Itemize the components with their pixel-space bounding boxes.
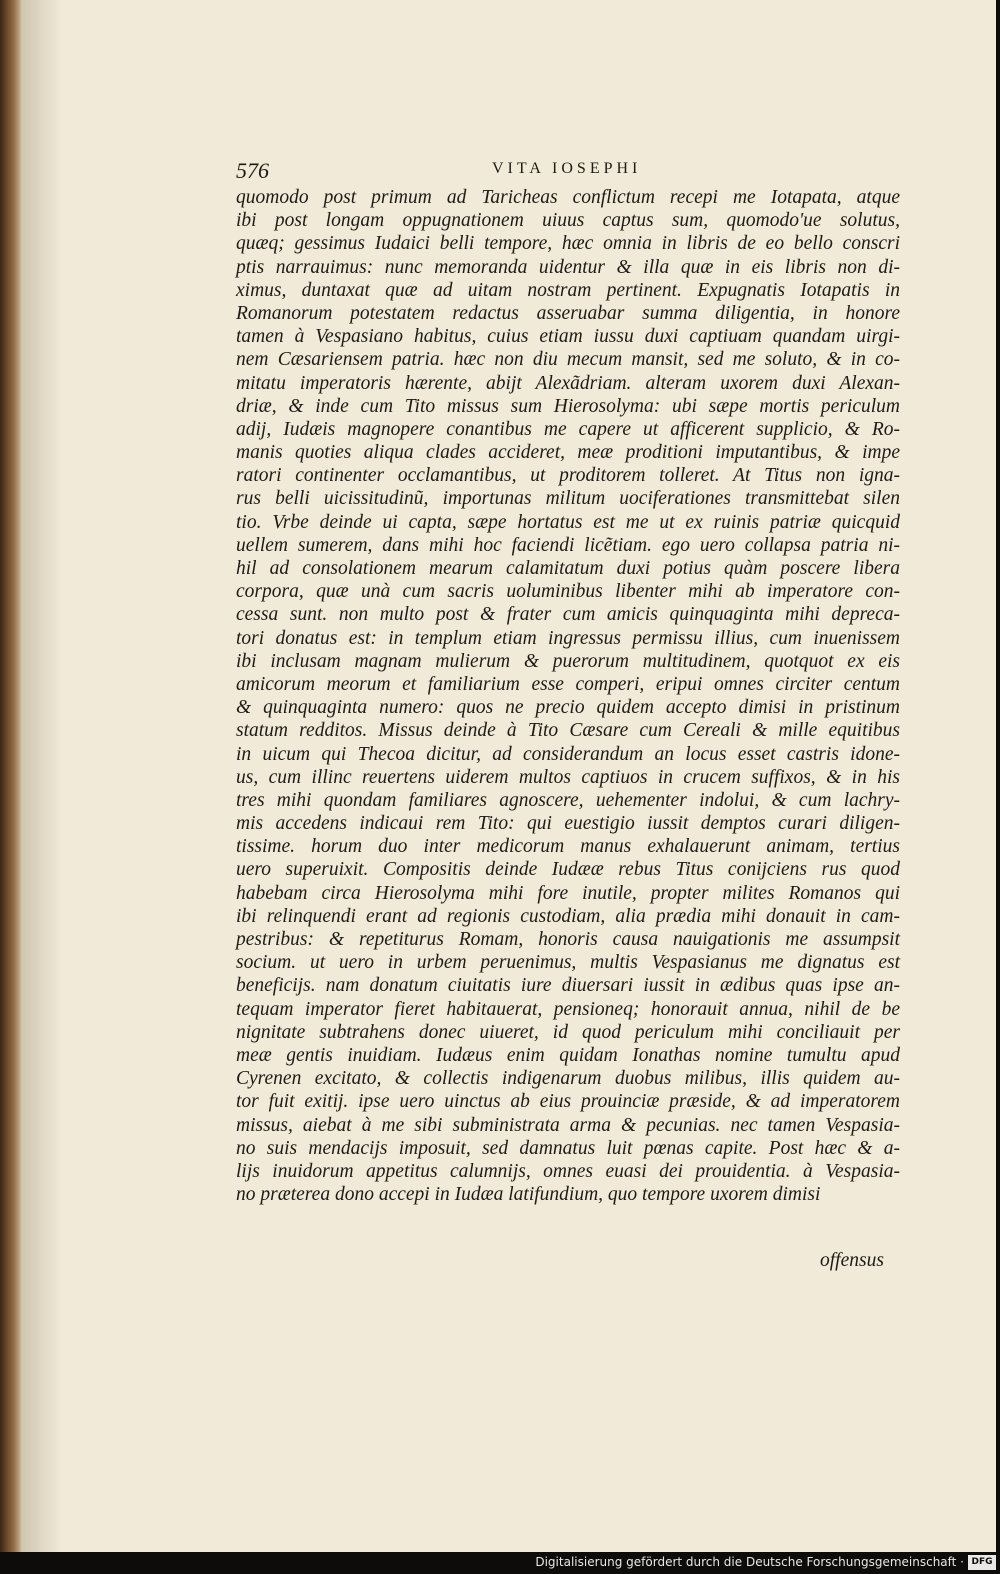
text-line: tio. Vrbe deinde ui capta, sæpe hortatus est me ut ex ruinis patriæ quicquid — [236, 511, 900, 533]
text-line: adij, Iudæis magnopere conantibus me capere ut afficerent supplicio, & Ro- — [236, 418, 900, 440]
text-line: mis accedens indicaui rem Tito: qui euestigio iussit demptos curari diligen- — [236, 813, 900, 835]
text-line: beneficijs. nam donatum ciuitatis iure diuersari iussit in ædibus quas ipse an- — [236, 975, 900, 997]
text-line: uellem sumerem, dans mihi hoc faciendi licẽtiam. ego uero collapsa patria ni- — [236, 534, 900, 556]
text-line: tres mihi quondam familiares agnoscere, uehementer indolui, & cum lachry- — [236, 789, 900, 811]
text-line: socium. ut uero in urbem peruenimus, multis Vespasianus me dignatus est — [236, 952, 900, 974]
text-line: ratori continenter occlamantibus, ut proditorem tolleret. At Titus non igna- — [236, 465, 900, 487]
text-line: amicorum meorum et familiarium esse comperi, eripui omnes circiter centum — [236, 673, 900, 695]
catchword: offensus — [820, 1250, 884, 1271]
text-line: lijs inuidorum appetitus calumnijs, omnes euasi dei prouidentia. à Vespasia- — [236, 1160, 900, 1182]
text-line: habebam circa Hierosolyma mihi fore inutile, propter milites Romanos qui — [236, 882, 900, 904]
footer-credit: Digitalisierung gefördert durch die Deutsche Forschungsgemeinschaft · — [535, 1555, 964, 1569]
body-text — [236, 186, 900, 1206]
text-line: tori donatus est: in templum etiam ingressus permissu illius, cum inuenissem — [236, 627, 900, 649]
text-line: tequam imperator fieret habitauerat, pensioneq; honorauit annua, nihil de be — [236, 998, 900, 1020]
text-line: cessa sunt. non multo post & frater cum amicis quinquaginta mihi depreca- — [236, 604, 900, 626]
text-line: uero superuixit. Compositis deinde Iudææ rebus Titus conijciens rus quod — [236, 859, 900, 881]
text-line: quomodo post primum ad Taricheas conflictum recepi me Iotapata, atque — [236, 187, 900, 208]
text-line: nem Cæsariensem patria. hæc non diu mecum mansit, sed me soluto, & in co- — [236, 349, 900, 371]
text-line: statum redditos. Missus deinde à Tito Cæsare cum Cereali & mille equitibus — [236, 720, 900, 742]
text-line: hil ad consolationem mearum calamitatum duxi potius quàm poscere libera — [236, 558, 900, 579]
text-line: us, cum illinc reuertens uiderem multos captiuos in crucem suffixos, & in his — [236, 766, 900, 788]
text-line: Romanorum potestatem redactus asseruabar summa diligentia, in honore — [236, 302, 900, 324]
dfg-logo: DFG — [968, 1555, 996, 1570]
text-line: ptis narrauimus: nunc memoranda uidentur & illa quæ in eis libris non di- — [236, 256, 900, 278]
text-line: quæq; gessimus Iudaici belli tempore, hæc omnia in libris de eo bello conscri — [236, 233, 900, 255]
page-header — [236, 158, 898, 188]
running-head: VITA IOSEPHI — [492, 160, 642, 177]
book-edge — [0, 0, 22, 1552]
gutter-shadow — [22, 0, 62, 1552]
text-line: driæ, & inde cum Tito missus sum Hierosolyma: ubi sæpe mortis periculum — [236, 395, 900, 417]
text-line: no suis mendacijs imposuit, sed damnatus luit pœnas capite. Post hæc & a- — [236, 1137, 900, 1159]
text-line: rus belli uicissitudinũ, importunas militum uociferationes transmittebat silen — [236, 488, 900, 510]
text-line: missus, aiebat à me sibi subministrata arma & pecunias. nec tamen Vespasia- — [236, 1114, 900, 1136]
text-line: nignitate subtrahens donec uiueret, id quod periculum mihi conciliauit per — [236, 1021, 900, 1043]
text-line: pestribus: & repetiturus Romam, honoris causa nauigationis me assumpsit — [236, 929, 900, 950]
text-line: tor fuit exitij. ipse uero uinctus ab eius prouinciæ præside, & ad imperatorem — [236, 1091, 900, 1113]
footer-bar — [0, 1552, 1000, 1574]
text-line: tissime. horum duo inter medicorum manus exhalauerunt animam, tertius — [236, 836, 900, 858]
text-line: ibi inclusam magnam mulierum & puerorum multitudinem, quotquot ex eis — [236, 650, 900, 672]
text-line: in uicum qui Thecoa dicitur, ad considerandum an locus esset castris idone- — [236, 743, 900, 765]
text-line: Cyrenen excitato, & collectis indigenarum duobus milibus, illis quidem au- — [236, 1068, 900, 1090]
text-line: mitatu imperatoris hærente, abijt Alexãdriam. alteram uxorem duxi Alexan- — [236, 372, 900, 394]
text-line: meæ gentis inuidiam. Iudæus enim quidam Ionathas nomine tumultu apud — [236, 1044, 900, 1066]
text-line: no præterea dono accepi in Iudæa latifundium, quo tempore uxorem dimisi — [236, 1184, 821, 1206]
page-number: 576 — [236, 158, 269, 183]
text-line: ibi relinquendi erant ad regionis custodiam, alia prædia mihi donauit in cam- — [236, 905, 900, 927]
text-line: tamen à Vespasiano habitus, cuius etiam iussu duxi captiuam quandam uirgi- — [236, 326, 900, 348]
text-line: & quinquaginta numero: quos ne precio quidem accepto dimisi in pristinum — [236, 697, 900, 719]
text-line: corpora, quæ unà cum sacris uoluminibus libenter mihi ab imperatore con- — [236, 581, 900, 603]
text-line: ibi post longam oppugnationem uiuus captus sum, quomodo'ue solutus, — [236, 210, 900, 232]
text-line: manis quoties aliqua clades accideret, meæ proditioni imputantibus, & impe — [236, 442, 900, 464]
text-line: ximus, duntaxat quæ ad uitam nostram pertinent. Expugnatis Iotapatis in — [236, 279, 900, 301]
